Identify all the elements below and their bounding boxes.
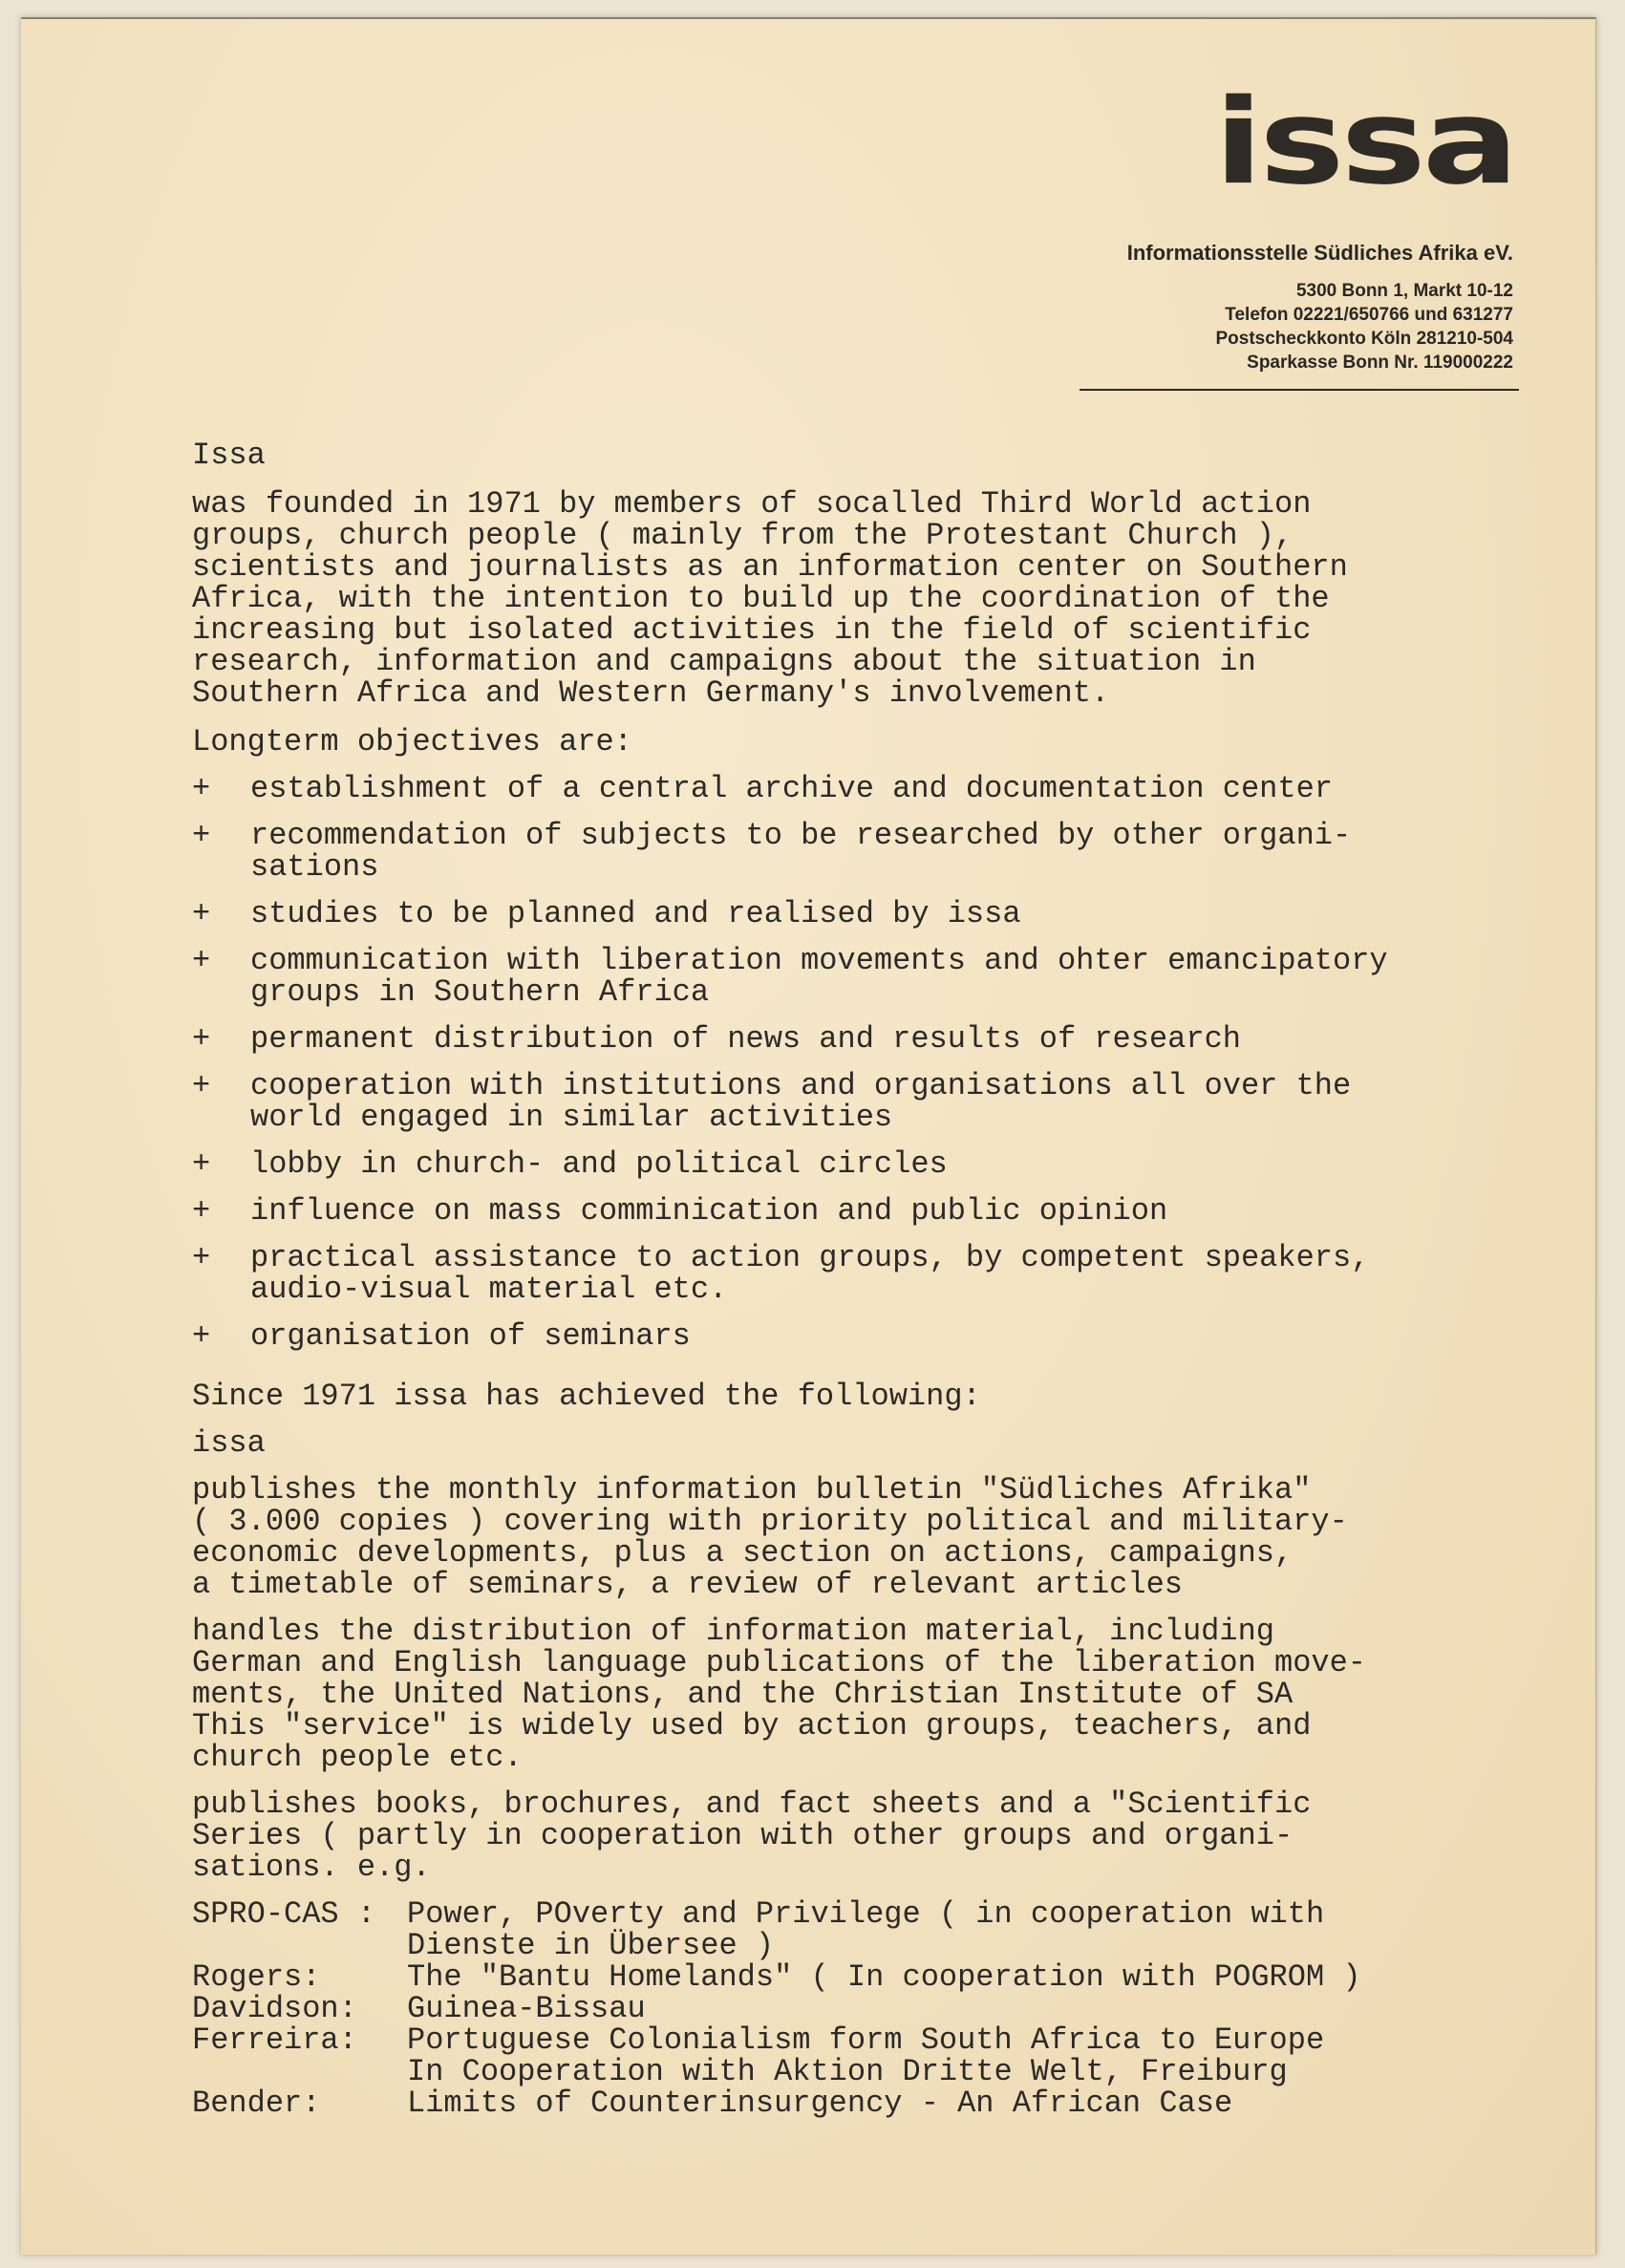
letterhead-rule bbox=[1080, 389, 1519, 391]
address: 5300 Bonn 1, Markt 10-12 bbox=[1295, 281, 1513, 301]
achievements-heading: Since 1971 issa has achieved the following: bbox=[192, 1379, 981, 1414]
org-name: Informationsstelle Südliches Afrika eV. bbox=[1126, 241, 1513, 265]
bullet-marker: + bbox=[192, 771, 211, 806]
objectives-heading: Longterm objectives are: bbox=[192, 724, 632, 760]
bullet-marker: + bbox=[192, 943, 211, 978]
list-item: + studies to be planned and realised by issa bbox=[192, 896, 1021, 931]
bank-account: Sparkasse Bonn Nr. 119000222 bbox=[1247, 353, 1513, 373]
publication-row: Ferreira: Portuguese Colonialism form South Africa to Europe In Cooperation with Aktion Dritte Welt, Freiburg bbox=[192, 2022, 1325, 2089]
bullet-marker: + bbox=[192, 1021, 211, 1057]
list-item: + practical assistance to action groups, by competent speakers, audio-visual material etc. bbox=[192, 1240, 1370, 1307]
letterhead bbox=[1127, 241, 1513, 374]
achievement-paragraph: publishes the monthly information bulletin "Südliches Afrika" ( 3.000 copies ) covering with priority political and military- economic developments, plus a section on actions, campaigns, a timetable of seminars, a review of relevant articles bbox=[192, 1472, 1348, 1602]
bullet-marker: + bbox=[192, 1193, 211, 1229]
postal-account: Postscheckkonto Köln 281210-504 bbox=[1215, 329, 1513, 349]
list-item: + establishment of a central archive and documentation center bbox=[192, 771, 1333, 806]
bullet-marker: + bbox=[192, 1240, 211, 1275]
bullet-marker: + bbox=[192, 1318, 211, 1354]
achievement-paragraph: handles the distribution of information material, including German and English language publications of the liberation move- ments, the United Nations, and the Christian Institute of SA This "service" is widely used by action groups, teachers, and church people etc. bbox=[192, 1614, 1366, 1775]
publication-list bbox=[192, 1898, 1529, 2119]
bullet-marker: + bbox=[192, 1146, 211, 1182]
achievement-paragraph: publishes books, brochures, and fact sheets and a "Scientific Series ( partly in cooperation with other groups and organi- sations. e.g. bbox=[192, 1787, 1312, 1885]
publication-row: Rogers: The "Bantu Homelands" ( In cooperation with POGROM ) bbox=[192, 1959, 1361, 1995]
list-item: + influence on mass comminication and public opinion bbox=[192, 1193, 1168, 1229]
objectives-list bbox=[192, 773, 1529, 1352]
publication-row: Davidson: Guinea-Bissau bbox=[192, 1991, 646, 2026]
issa-logo: issa bbox=[1213, 74, 1515, 211]
list-item: + cooperation with institutions and organisations all over the world engaged in similar activities bbox=[192, 1068, 1352, 1135]
list-item: + communication with liberation movements and ohter emancipatory groups in Southern Africa bbox=[192, 943, 1388, 1010]
publication-row: SPRO-CAS : Power, POverty and Privilege ( in cooperation with Dienste in Übersee ) bbox=[192, 1896, 1325, 1963]
list-item: + lobby in church- and political circles bbox=[192, 1146, 948, 1182]
list-item: + organisation of seminars bbox=[192, 1318, 691, 1354]
intro-heading: Issa bbox=[192, 438, 266, 473]
bullet-marker: + bbox=[192, 818, 211, 853]
achievements-subheading: issa bbox=[192, 1425, 266, 1461]
phone: Telefon 02221/650766 und 631277 bbox=[1225, 305, 1513, 325]
letter-body bbox=[192, 439, 1529, 2119]
list-item: + permanent distribution of news and results of research bbox=[192, 1021, 1241, 1057]
bullet-marker: + bbox=[192, 1068, 211, 1103]
bullet-marker: + bbox=[192, 896, 211, 931]
publication-row: Bender: Limits of Counterinsurgency - An African Case bbox=[192, 2086, 1233, 2121]
intro-paragraph: was founded in 1971 by members of socalled Third World action groups, church people ( mainly from the Protestant Church ), scientists and journalists as an information center on Southern Africa, with the intention to build up the coordination of the increasing but isolated activities in the field of scientific research, information and campaigns about the situation in Southern Africa and Western Germany's involvement. bbox=[192, 486, 1348, 711]
list-item: + recommendation of subjects to be researched by other organi- sations bbox=[192, 818, 1352, 885]
